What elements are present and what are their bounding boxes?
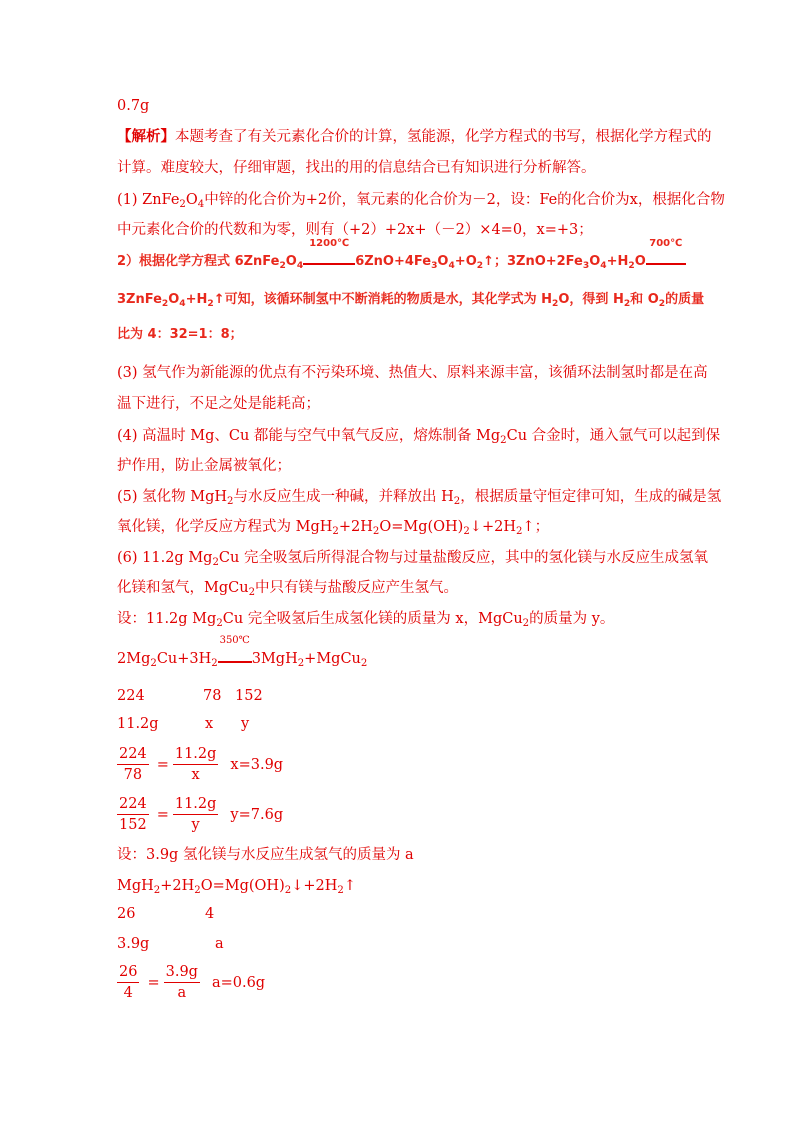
proportion-a: $\frac{26}{4}$ = $\frac{3.9g}{a}$ a=0.6g — [119, 964, 266, 1001]
part-5-cont: 氧化镁，化学反应方程式为 $MgH_2+2H_2O=Mg(OH)_2↓+2H_2↑$； — [117, 519, 550, 537]
molar-masses-2: 26 4 — [117, 906, 215, 922]
part-6: (6) 11.2g $Mg_2Cu$ 完全吸氢后所得混合物与过量盐酸反应，其中的氢化镁与水反应生成氢氧 — [117, 550, 708, 568]
part-4-cont: 护作用，防止金属被氧化； — [117, 458, 291, 474]
analysis-intro-cont: 计算。难度较大，仔细审题，找出的用的信息结合已有知识进行分析解答。 — [117, 160, 596, 176]
part-2-equation: 2）根据化学方程式 $6ZnFe_2O_4$ 1200℃ $6ZnO+4Fe_3O_4+O_2↑$；$3ZnO+2Fe_3O_4+H_2O$ 700℃ — [117, 252, 686, 272]
reaction-condition: 700℃ — [646, 252, 686, 272]
equation-1: $2Mg_2Cu+3H_2$ 350℃ 3MgH$_2$+MgCu$_2$ — [117, 635, 368, 669]
reaction-condition: 1200℃ — [303, 252, 355, 272]
proportion-x: $\frac{224}{78}$ = $\frac{11.2g}{x}$ x=3.9g — [119, 746, 284, 783]
part-2-cont: $3ZnFe_2O_4+H_2↑$可知，该循环制氢中不断消耗的物质是水，其化学式为 $H_2O$，得到 $H_2$和 $O_2$的质量 — [117, 292, 705, 309]
part-1: (1) $ZnFe_2O_4$中锌的化合价为+2价，氧元素的化合价为－2，设：Fe的化合价为x，根据化合物 — [117, 192, 725, 210]
part-2-ratio: 比为 4：32=1：8； — [117, 327, 243, 342]
proportion-y: $\frac{224}{152}$ = $\frac{11.2g}{y}$ y=7.6g — [119, 796, 284, 833]
analysis-intro: 【解析】本题考查了有关元素化合价的计算，氢能源，化学方程式的书写，根据化学方程式的 — [117, 128, 712, 145]
molar-masses: 224 78 152 — [117, 688, 263, 704]
part-3: (3) 氢气作为新能源的优点有不污染环境、热值大、原料来源丰富，该循环法制氢时都是在高 — [117, 365, 708, 381]
part-4: (4) 高温时 Mg、Cu 都能与空气中氧气反应，熔炼制备 $Mg_2Cu$ 合金时，通入氩气可以起到保 — [117, 428, 721, 446]
answer-value: 0.7g — [117, 98, 150, 114]
reaction-condition: 350℃ — [218, 649, 252, 669]
equation-2: $MgH_2+2H_2O=Mg(OH)_2↓+2H_2↑$ — [117, 878, 356, 896]
part-1-cont: 中元素化合价的代数和为零，则有（+2）+2x+（－2）×4=0，x=+3； — [117, 222, 593, 238]
part-3-cont: 温下进行，不足之处是能耗高； — [117, 396, 320, 412]
part-5: (5) 氢化物 MgH$_2$与水反应生成一种碱，并释放出 $H_2$，根据质量守恒定律可知，生成的碱是氢 — [117, 489, 722, 507]
assumption-2: 设：3.9g 氢化镁与水反应生成氢气的质量为 a — [117, 847, 414, 863]
quantities: 11.2g x y — [117, 716, 250, 732]
quantities-2: 3.9g a — [117, 936, 224, 952]
assumption-1: 设：11.2g $Mg_2Cu$ 完全吸氢后生成氢化镁的质量为 x，MgCu$_2$的质量为 y。 — [117, 611, 615, 629]
part-6-cont: 化镁和氢气，MgCu$_2$中只有镁与盐酸反应产生氢气。 — [117, 580, 459, 598]
